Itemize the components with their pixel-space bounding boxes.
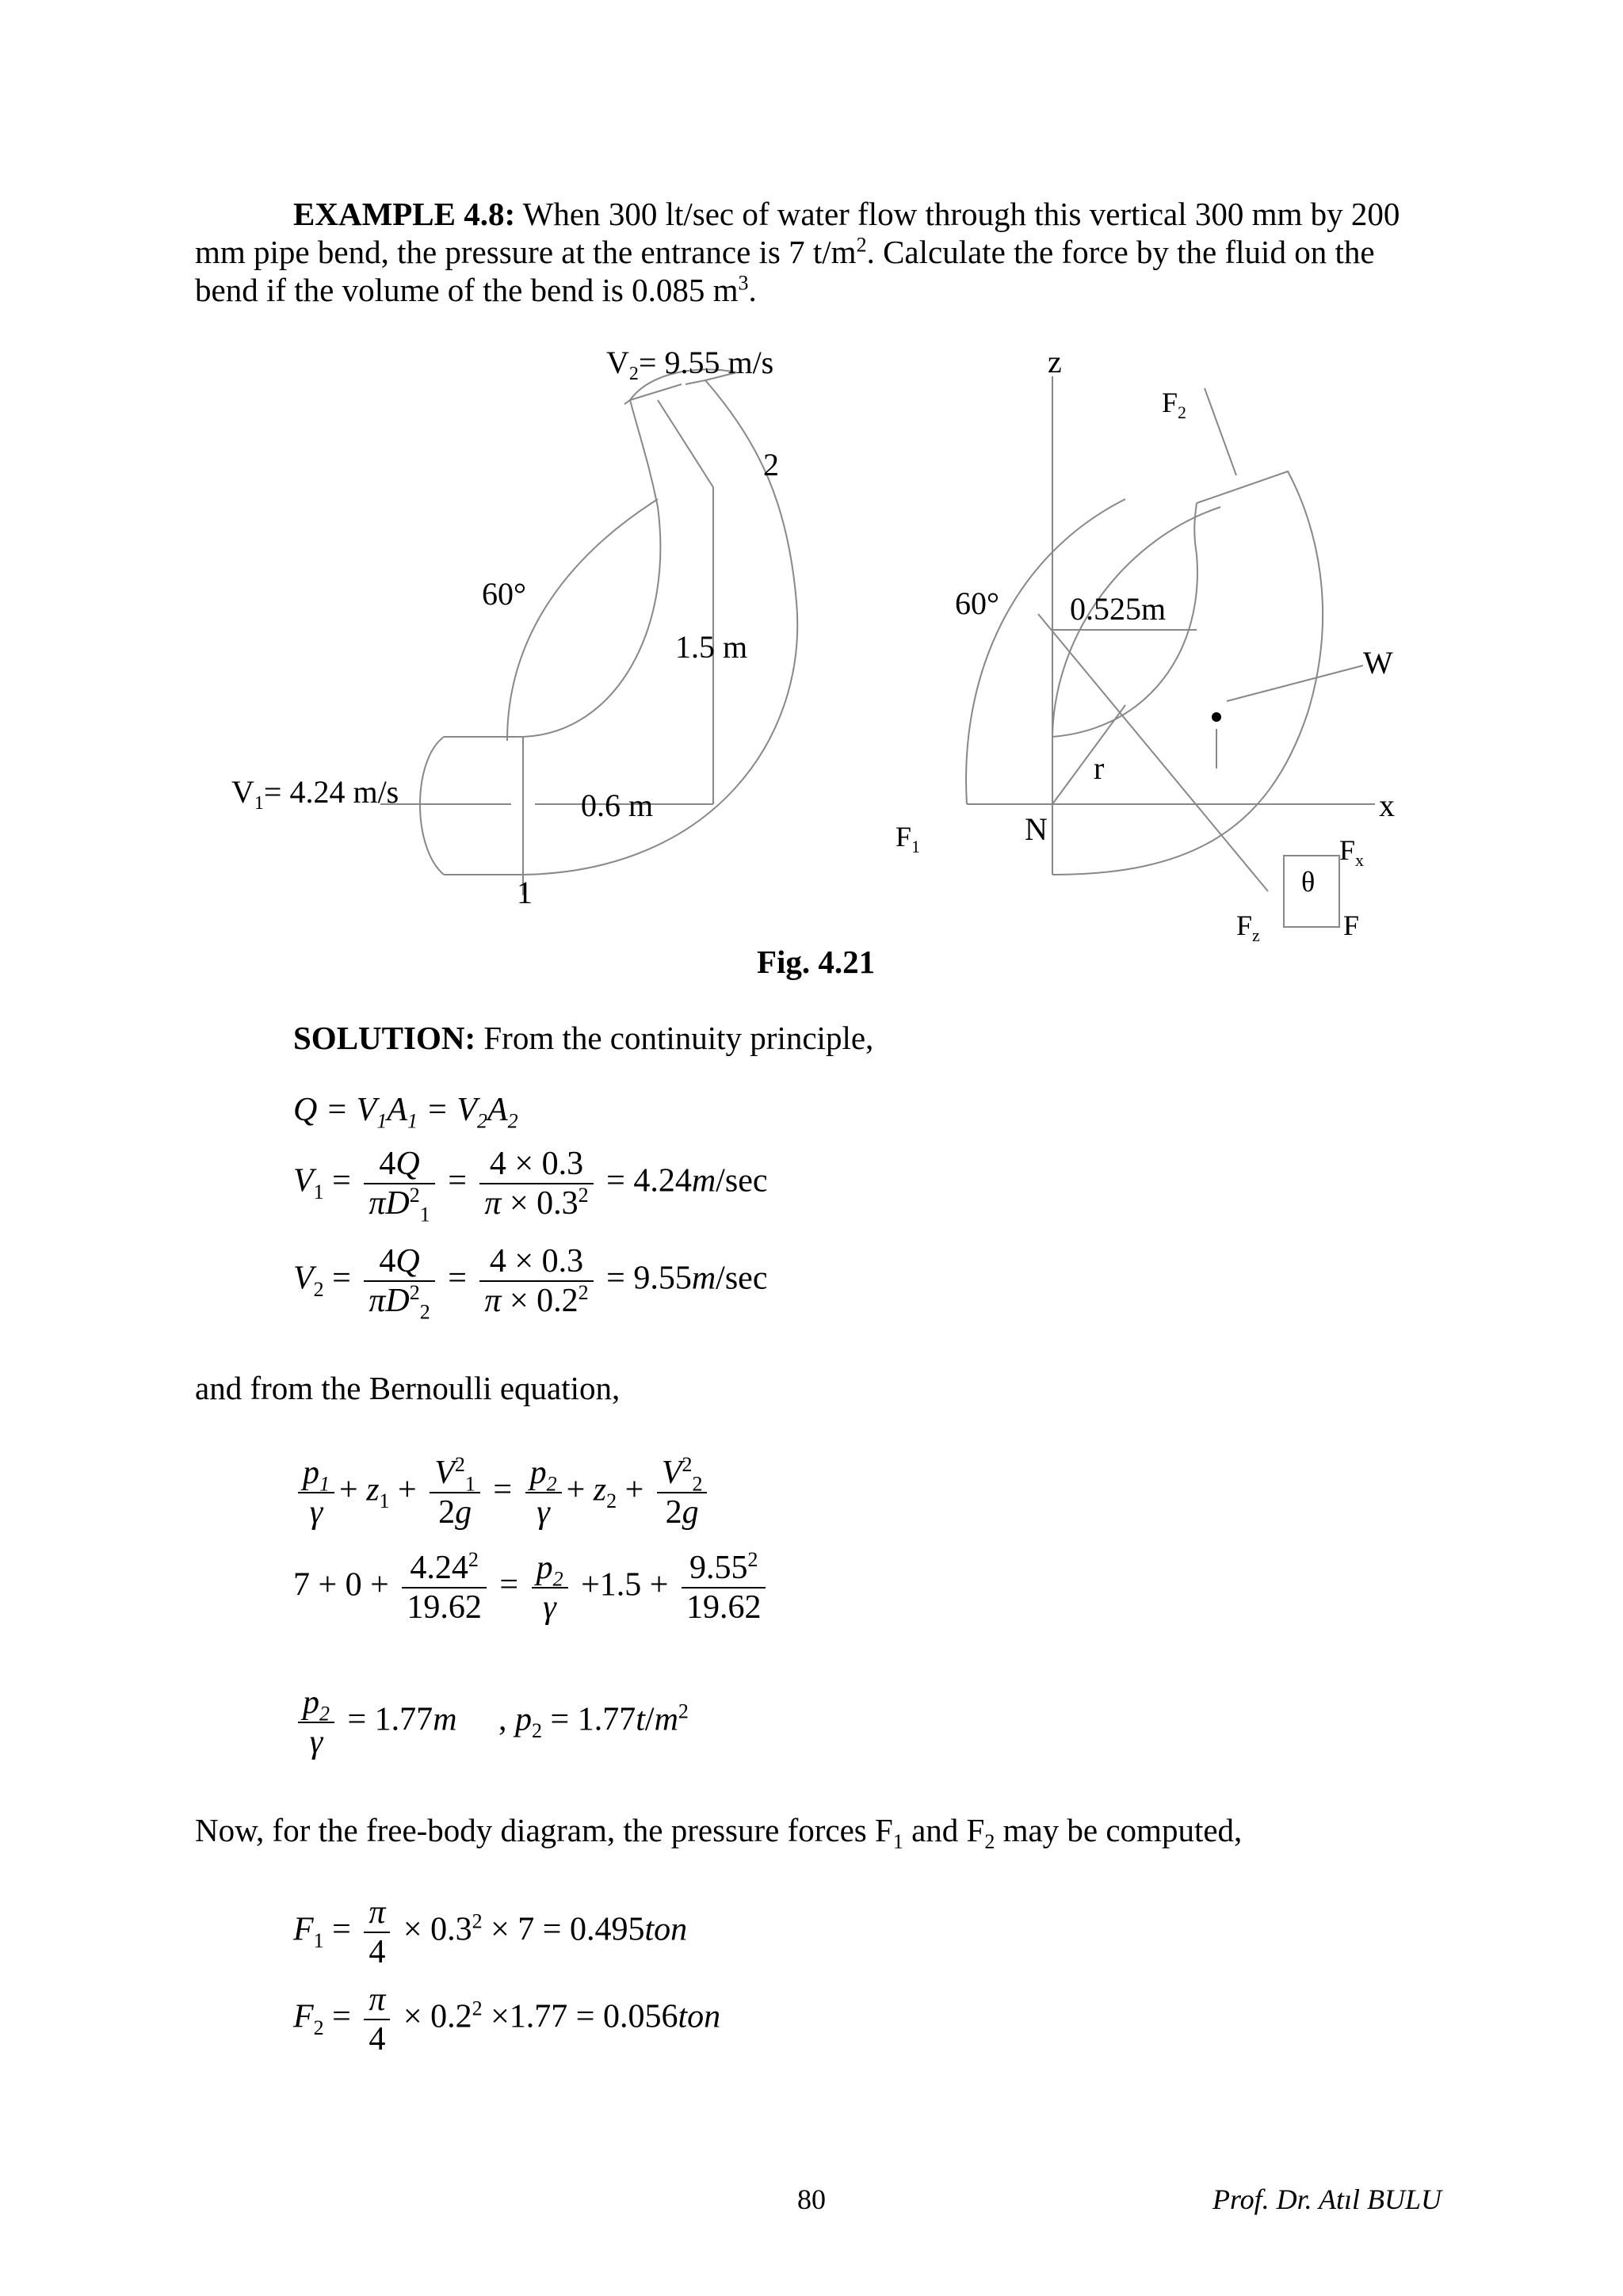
- bernoulli-values: 7 + 0 + $\frac{4.24^2}{19.62}$ = $\frac{p_2}{\gamma}$ +1.5 + $\frac{9.55^2}{19.62}$: [293, 1549, 770, 1627]
- arm-label: 0.525m: [1070, 591, 1167, 627]
- fx-label: $F_x$: [1339, 834, 1365, 870]
- p2-result: $\frac{p_2}{\gamma}$ = 1.77m , $p_2 = 1.77t/m^2$: [293, 1684, 689, 1761]
- fz-label: $F_z$: [1236, 910, 1260, 945]
- example-label: EXAMPLE 4.8:: [293, 196, 516, 232]
- solution-label: SOLUTION:: [293, 1020, 476, 1056]
- angle-left-label: 60°: [482, 576, 526, 612]
- v1-label: $V_1= 4.24$ m/s: [231, 774, 399, 814]
- v2-equation: $V_2$ = $\frac{4Q}{\pi D^2_2}$ = $\frac{4 \times 0.3}{\pi \times 0.2^2}$ = 9.55m/sec: [293, 1243, 768, 1324]
- height-label: 1.5 m: [675, 629, 748, 665]
- v1-equation: $V_1$ = $\frac{4Q}{\pi D^2_1}$ = $\frac{4 \times 0.3}{\pi \times 0.3^2}$ = 4.24m/sec: [293, 1146, 768, 1226]
- n-label: N: [1025, 811, 1048, 847]
- theta-label: θ: [1301, 866, 1316, 898]
- author: Prof. Dr. Atıl BULU: [1212, 2183, 1442, 2215]
- r-line: [1052, 705, 1125, 804]
- f2-label: $F_2$: [1162, 387, 1187, 422]
- w-label: W: [1363, 645, 1393, 681]
- w-leader: [1227, 666, 1363, 701]
- example-line-3b: .: [748, 272, 757, 308]
- f1-equation: $F_1$ = $\frac{\pi}{4}$ × $0.3^2 \times 7 = 0.495ton$: [293, 1894, 688, 1970]
- angle-right-label: 60°: [955, 585, 999, 621]
- body-outer: [1052, 471, 1323, 875]
- solution-text: From the continuity principle,: [483, 1020, 874, 1056]
- example-line-1: When 300 lt/sec of water flow through this vertical 300 mm by 200: [522, 196, 1400, 232]
- x-label: x: [1379, 788, 1395, 823]
- continuity-eq: $Q = V_1A_1 = V_2A_2$: [293, 1092, 518, 1133]
- page-number: 80: [797, 2183, 826, 2215]
- example-paragraph: EXAMPLE 4.8: When 300 lt/sec of water flow through this vertical 300 mm by 200 mm pipe bend, the pressure at the entrance is 7 $t/m^2$. Calculate the force by the fluid on the bend if the volume of the bend is 0.085 $m^3$.: [195, 196, 1400, 308]
- f2-equation: $F_2$ = $\frac{\pi}{4}$ × $0.2^2 \times 1.77 = 0.056ton$: [293, 1981, 721, 2058]
- centroid-dot: [1212, 712, 1221, 722]
- free-body-intro: Now, for the free-body diagram, the pressure forces $F_1$ and $F_2$ may be computed,: [195, 1812, 1243, 1854]
- pipe-inner-wall: [444, 400, 660, 737]
- bernoulli-general: $\frac{p_1}{\gamma}$ + $z_1$ + $\frac{V^2_1}{2g}$ = $\frac{p_2}{\gamma}$ + $z_2$ + $\frac{V^2_2}{2g}$: [293, 1454, 712, 1531]
- example-line-2b: . Calculate the force by the fluid on the: [866, 234, 1375, 270]
- r-label: r: [1094, 750, 1105, 786]
- example-line-3a: bend if the volume of the bend is 0.085 m: [195, 272, 739, 308]
- solution-line: [293, 1019, 873, 1057]
- section-2-line: [658, 400, 713, 487]
- example-line-2a: mm pipe bend, the pressure at the entrance is 7 t/m: [195, 234, 857, 270]
- f1-label: $F_1$: [896, 821, 921, 856]
- resultant-line: [1038, 614, 1268, 891]
- section-2-label: 2: [763, 447, 779, 482]
- z-label: z: [1048, 344, 1062, 379]
- pipe-inlet-end: [420, 737, 444, 875]
- f2-arrow: [1205, 388, 1236, 475]
- angle-arc-left: [507, 499, 658, 741]
- figure-caption: Fig. 4.21: [757, 944, 876, 980]
- offset-label: 0.6 m: [581, 788, 654, 823]
- section-1-label: 1: [517, 875, 533, 910]
- figure-4-21: [0, 0, 1623, 974]
- v2-label: $V_2= 9.55$ m/s: [606, 345, 774, 384]
- f-label: F: [1343, 910, 1360, 941]
- bernoulli-intro: and from the Bernoulli equation,: [195, 1370, 621, 1406]
